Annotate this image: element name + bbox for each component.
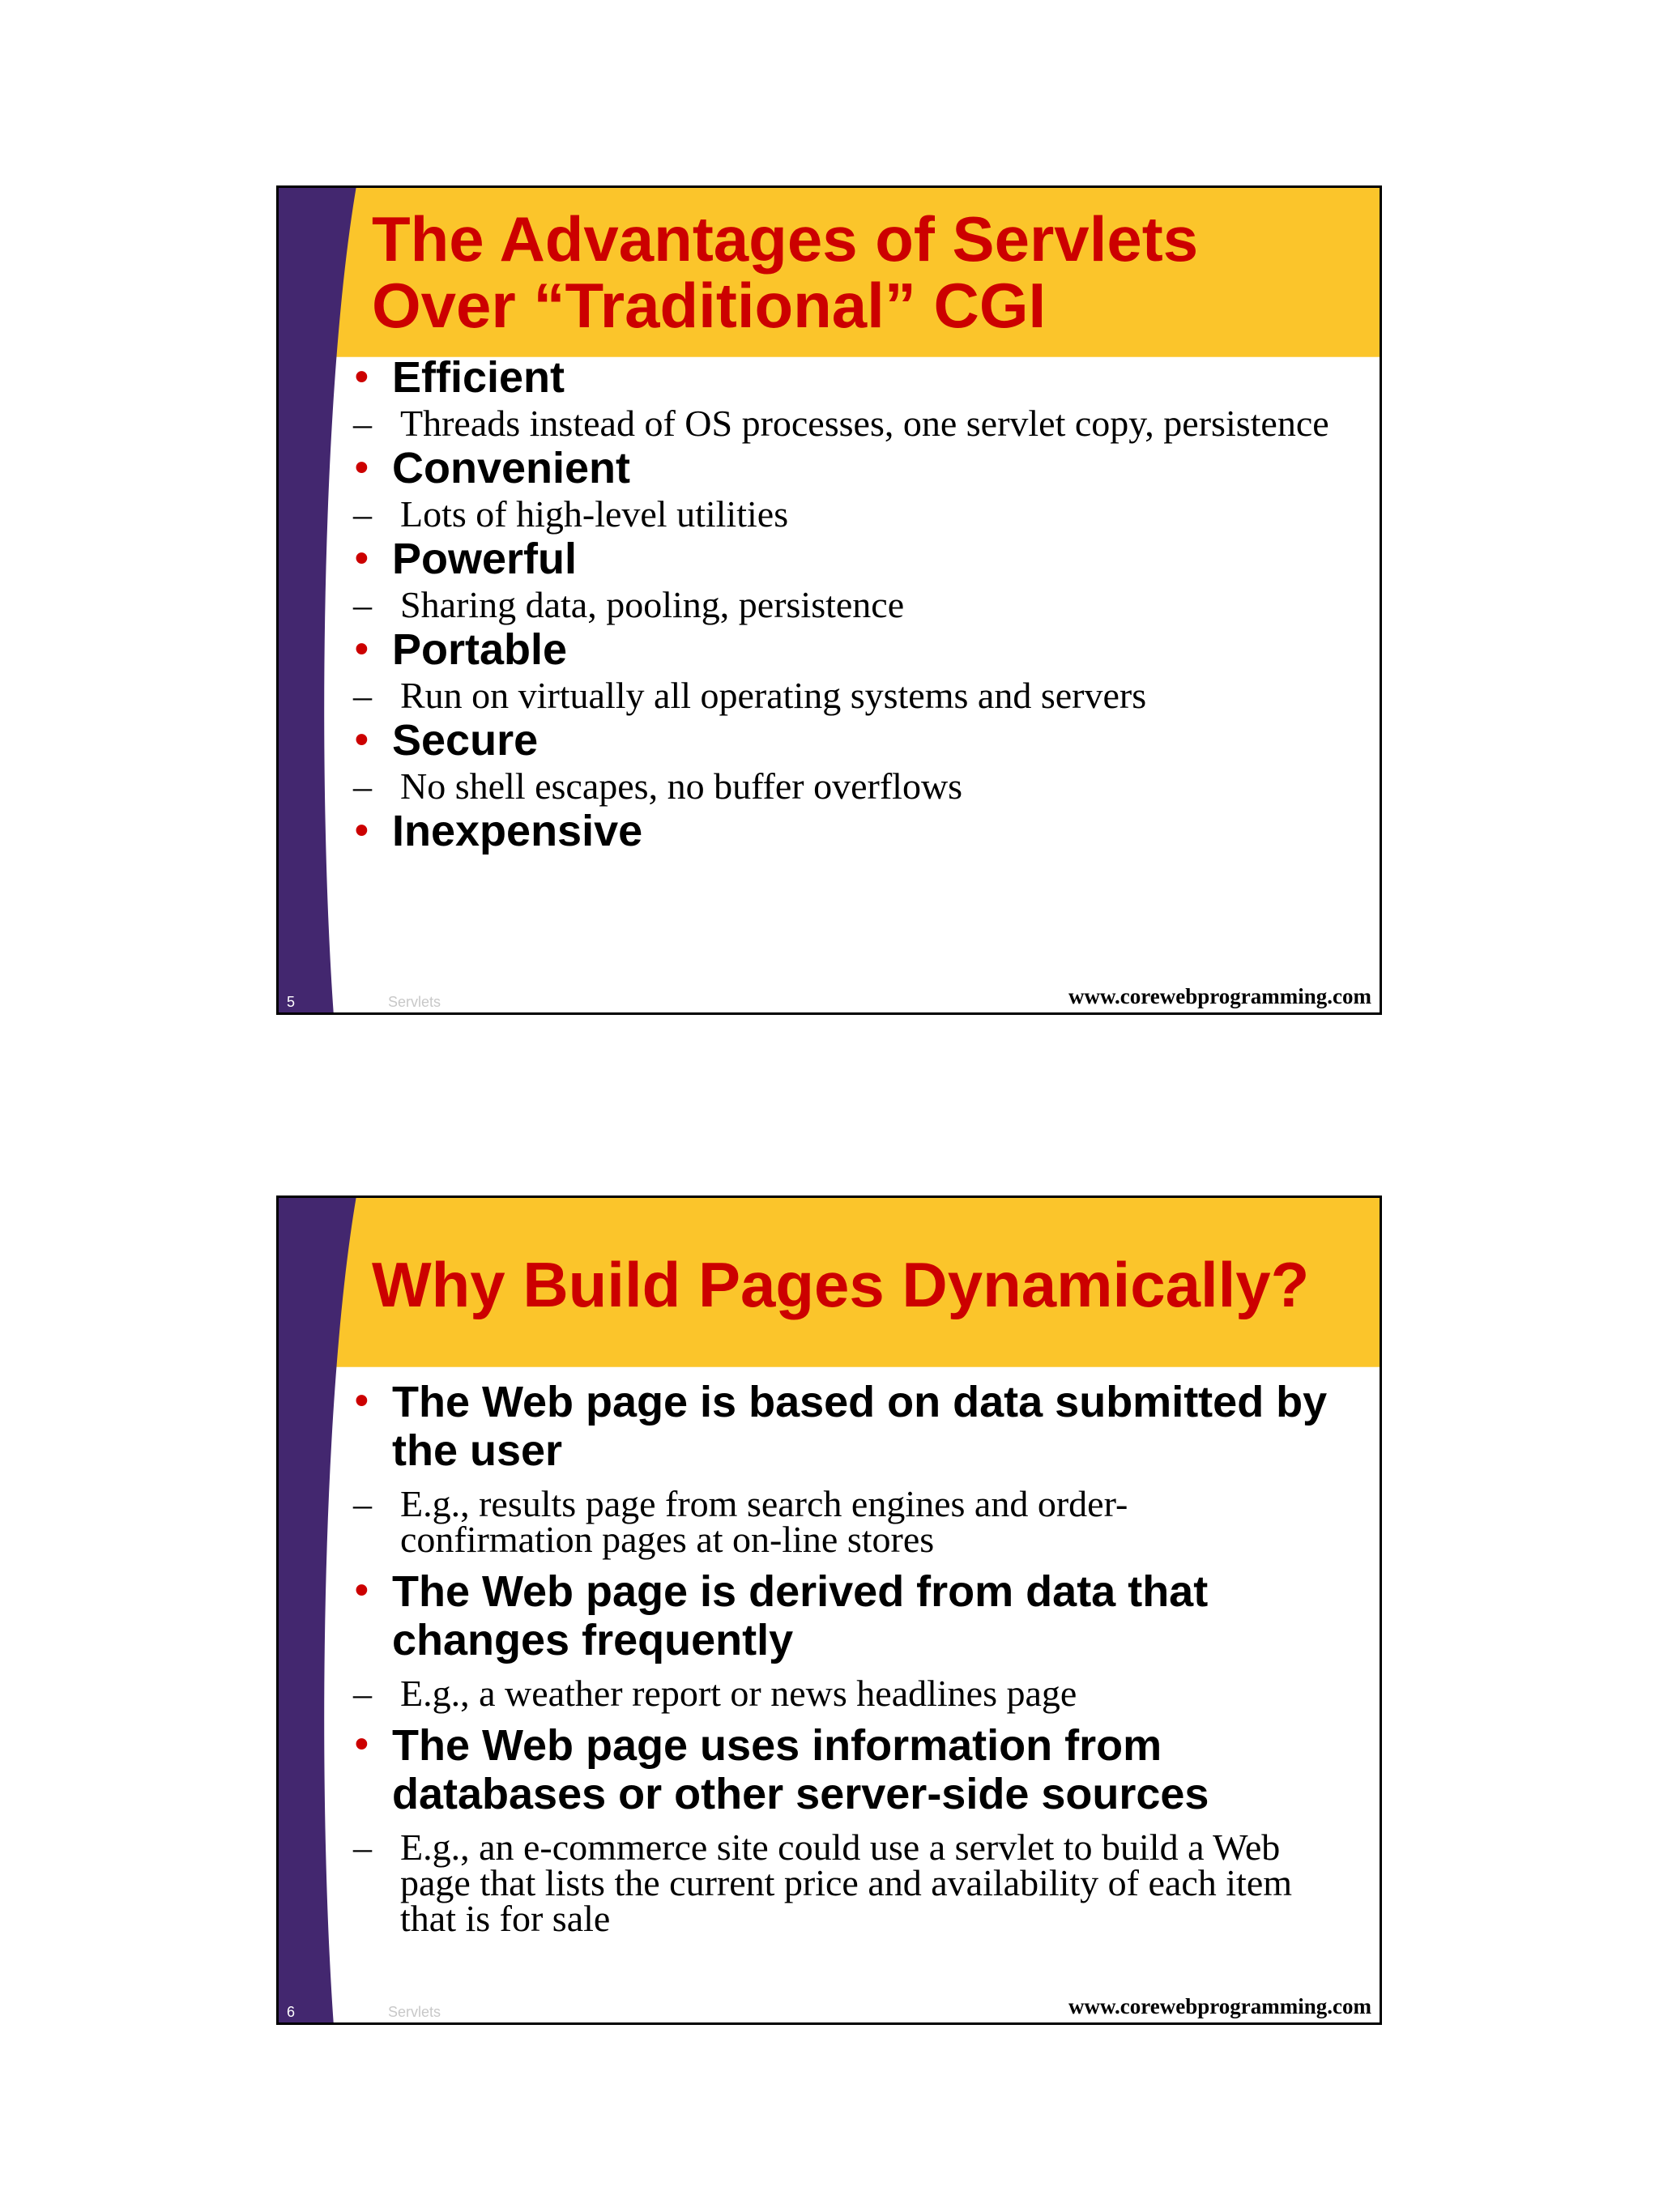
- bullet-text: Secure: [392, 716, 539, 765]
- sub-bullet-item: [353, 403, 1363, 444]
- dash-icon: –: [353, 1673, 372, 1714]
- dash-icon: –: [353, 403, 372, 444]
- slide-number: 5: [287, 994, 296, 1010]
- bullet-text: Powerful: [392, 535, 578, 583]
- dash-icon: –: [353, 493, 372, 535]
- sub-bullet-item: [353, 765, 1363, 807]
- bullet-icon: •: [355, 446, 369, 489]
- bullet-item: [353, 717, 1363, 764]
- sub-bullet-text: E.g., an e-commerce site could use a servlet to build a Web page that lists the current price and availability of each item that is for sale: [400, 1826, 1293, 1939]
- title-line: Why Build Pages Dynamically?: [372, 1249, 1310, 1320]
- bullet-text: Inexpensive: [392, 807, 643, 855]
- bullet-icon: •: [355, 1569, 369, 1612]
- bullet-item: [353, 808, 1363, 855]
- bullet-icon: •: [355, 537, 369, 580]
- title-line: The Advantages of Servlets: [372, 203, 1199, 275]
- sub-bullet-text: Run on virtually all operating systems and servers: [400, 675, 1147, 716]
- dash-icon: –: [353, 765, 372, 807]
- bullet-list: [353, 1378, 1363, 1946]
- bullet-item: [353, 535, 1363, 582]
- sub-bullet-text: E.g., results page from search engines and order-confirmation pages at on-line stores: [400, 1483, 1128, 1560]
- sub-bullet-text: Lots of high-level utilities: [400, 493, 789, 535]
- sub-bullet-item: [353, 1483, 1363, 1560]
- sub-bullet-text: Threads instead of OS processes, one servlet copy, persistence: [400, 403, 1329, 444]
- slide-title: [372, 203, 1199, 341]
- title-line: Over “Traditional” CGI: [372, 270, 1047, 341]
- footer-url: www.corewebprogramming.com: [1068, 1994, 1371, 2018]
- bullet-item: [353, 1378, 1363, 1475]
- bullet-icon: •: [355, 809, 369, 852]
- bullet-icon: •: [355, 1379, 369, 1422]
- bullet-text: Convenient: [392, 444, 631, 492]
- dash-icon: –: [353, 1483, 372, 1524]
- bullet-item: [353, 1567, 1363, 1664]
- dash-icon: –: [353, 584, 372, 625]
- slide-number: 6: [287, 2004, 296, 2020]
- footer-url: www.corewebprogramming.com: [1068, 984, 1371, 1008]
- bullet-item: [353, 626, 1363, 673]
- sub-bullet-item: [353, 1826, 1363, 1939]
- bullet-icon: •: [355, 1723, 369, 1766]
- bullet-text: The Web page uses information from databases or other server-side sources: [392, 1721, 1209, 1818]
- bullet-item: [353, 1721, 1363, 1818]
- sub-bullet-item: [353, 584, 1363, 625]
- footer-label: Servlets: [388, 994, 441, 1010]
- dash-icon: –: [353, 675, 372, 716]
- bullet-text: The Web page is derived from data that changes frequently: [392, 1567, 1209, 1664]
- sub-bullet-text: E.g., a weather report or news headlines page: [400, 1673, 1077, 1714]
- bullet-text: The Web page is based on data submitted by the user: [392, 1378, 1328, 1475]
- slide-6: [276, 1196, 1382, 2025]
- sub-bullet-item: [353, 1673, 1363, 1714]
- footer-label: Servlets: [388, 2004, 441, 2020]
- bullet-text: Portable: [392, 625, 568, 674]
- bullet-item: [353, 354, 1363, 401]
- sub-bullet-item: [353, 675, 1363, 716]
- bullet-icon: •: [355, 718, 369, 761]
- slide-5: [276, 185, 1382, 1015]
- sub-bullet-item: [353, 493, 1363, 535]
- sub-bullet-text: No shell escapes, no buffer overflows: [400, 765, 963, 807]
- bullet-text: Efficient: [392, 353, 565, 402]
- bullet-list: [353, 354, 1363, 855]
- bullet-item: [353, 445, 1363, 492]
- bullet-icon: •: [355, 628, 369, 671]
- sub-bullet-text: Sharing data, pooling, persistence: [400, 584, 905, 625]
- slide-title: [372, 1251, 1309, 1318]
- dash-icon: –: [353, 1826, 372, 1868]
- bullet-icon: •: [355, 356, 369, 399]
